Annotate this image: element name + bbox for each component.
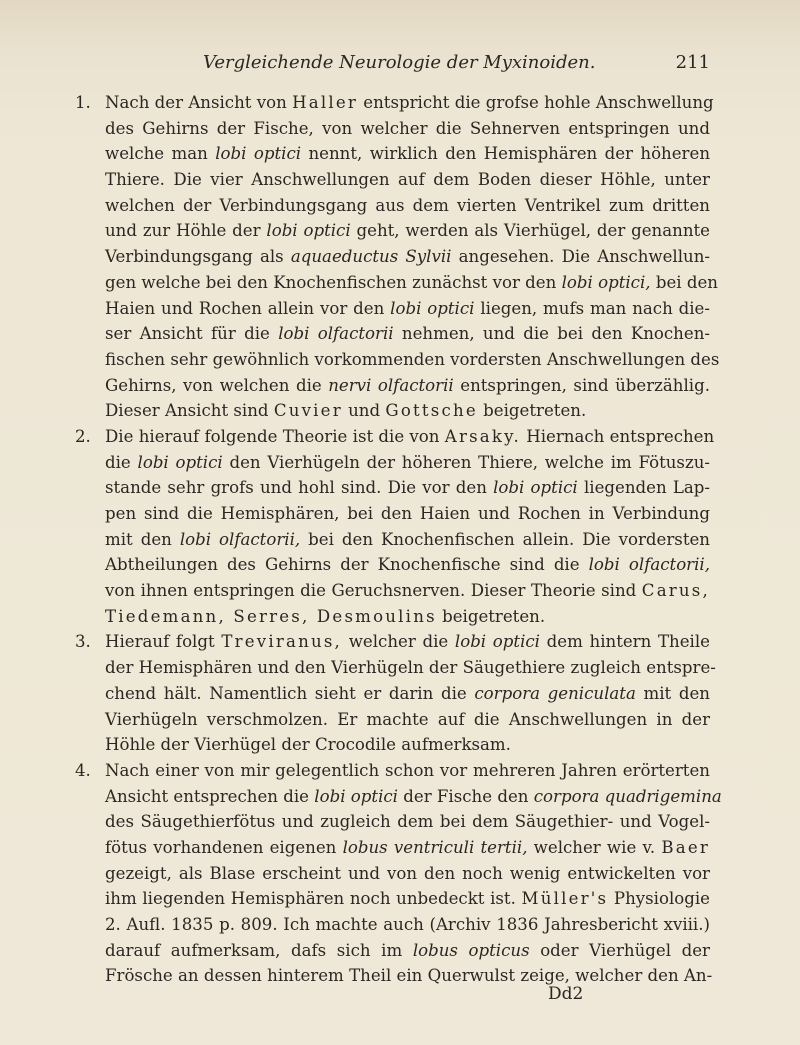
italic-term: lobi olfactorii, bbox=[179, 529, 301, 549]
text-line bbox=[105, 218, 710, 244]
text-line bbox=[105, 475, 710, 501]
text-line bbox=[105, 655, 716, 681]
text-run: Hiernach entsprechen bbox=[521, 426, 715, 446]
text-run: welchen der Verbindungsgang aus dem vierten Ventrikel zum dritten bbox=[105, 195, 710, 215]
text-line bbox=[105, 604, 710, 630]
italic-term: lobi olfactorii bbox=[278, 324, 394, 344]
text-run: pen sind die Hemisphären, bei den Haien und Rochen in Verbindung bbox=[105, 504, 710, 523]
italic-term: lobi optici bbox=[454, 632, 540, 652]
italic-term: lobi optici bbox=[493, 478, 578, 498]
text-run: beigetreten. bbox=[477, 401, 587, 421]
text-line bbox=[105, 629, 710, 655]
text-run: der Hemisphären und den Vierhügeln der Säugethiere zugleich entspre- bbox=[105, 658, 716, 678]
spaced-name: Haller bbox=[292, 93, 358, 112]
text-line bbox=[105, 963, 713, 989]
italic-term: lobi optici bbox=[215, 144, 302, 164]
text-run: den Vierhügeln der höheren Thiere, welche im Fötuszu- bbox=[222, 452, 710, 472]
italic-term: lobus ventriculi tertii, bbox=[342, 837, 528, 857]
text-run: bei den bbox=[650, 272, 718, 292]
text-run: Vierhügeln verschmolzen. Er machte auf die Anschwellungen in der bbox=[105, 709, 710, 729]
text-line bbox=[105, 424, 715, 450]
text-line bbox=[105, 912, 710, 938]
text-line bbox=[105, 347, 720, 373]
text-line bbox=[105, 527, 710, 553]
text-run: 2. Aufl. 1835 p. 809. Ich machte auch (Archiv 1836 Jahresbericht xviii.) bbox=[105, 915, 710, 934]
text-run: von ihnen entspringen die Geruchsnerven. Dieser Theorie sind bbox=[105, 581, 642, 601]
text-run: entspringen, sind überzählig. bbox=[453, 375, 710, 395]
text-line bbox=[105, 938, 710, 964]
italic-term: lobi optici bbox=[314, 786, 398, 806]
text-line bbox=[105, 116, 710, 142]
italic-term: lobi optici bbox=[137, 452, 223, 472]
text-line bbox=[105, 681, 710, 707]
text-run: Die hierauf folgende Theorie ist die von bbox=[105, 426, 445, 446]
text-run: des Gehirns der Fische, von welcher die Sehnerven entspringen und bbox=[105, 118, 710, 138]
text-run: gezeigt, als Blase erscheint und von den noch wenig entwickelten vor bbox=[105, 863, 710, 883]
text-line bbox=[105, 296, 710, 322]
text-run: beigetreten. bbox=[436, 606, 546, 626]
item-number: 4. bbox=[75, 760, 91, 780]
list-item bbox=[75, 758, 722, 989]
text-line bbox=[105, 552, 710, 578]
italic-term: corpora geniculata bbox=[474, 683, 636, 703]
text-run: mit den bbox=[635, 683, 710, 703]
text-run: Gehirns, von welchen die bbox=[105, 375, 329, 395]
running-header bbox=[105, 52, 710, 82]
spaced-name: Müller's bbox=[521, 889, 609, 909]
text-run: Ansicht entsprechen die bbox=[105, 786, 315, 806]
text-run: entspricht die grofse hohle Anschwellung bbox=[358, 93, 714, 112]
list-item bbox=[75, 90, 720, 424]
text-run: chend hält. Namentlich sieht er darin die bbox=[105, 683, 475, 703]
text-run: ser Ansicht für die bbox=[105, 324, 279, 344]
text-line bbox=[105, 398, 710, 424]
signature-mark: Dd2 bbox=[548, 984, 584, 1004]
spaced-name: Treviranus, bbox=[221, 632, 343, 652]
text-run: welche man bbox=[105, 144, 216, 164]
page-number: 211 bbox=[675, 52, 710, 73]
text-line bbox=[105, 321, 710, 347]
text-line bbox=[105, 244, 710, 270]
italic-term: aquaeductus Sylvii bbox=[290, 247, 452, 267]
italic-term: lobi optici bbox=[390, 298, 475, 318]
text-run: angesehen. Die Anschwellun- bbox=[451, 247, 711, 267]
text-line bbox=[105, 90, 714, 116]
text-run: dem hintern Theile bbox=[539, 632, 710, 652]
text-line bbox=[105, 809, 710, 835]
text-line bbox=[105, 732, 710, 758]
text-run: die bbox=[105, 452, 138, 472]
italic-term: lobi optici, bbox=[561, 272, 651, 292]
text-run: ihm liegenden Hemisphären noch unbedeckt ist. bbox=[105, 889, 522, 909]
text-line bbox=[105, 373, 710, 399]
text-run: darauf aufmerksam, dafs sich im bbox=[105, 940, 413, 960]
text-line bbox=[105, 450, 710, 476]
text-run: des Säugethierfötus und zugleich dem bei dem Säugethier- und Vogel- bbox=[105, 812, 710, 832]
text-run: Physiologie bbox=[608, 889, 710, 909]
text-run: stande sehr grofs und hohl sind. Die vor den bbox=[105, 478, 494, 498]
text-run: fischen sehr gewöhnlich vorkommenden vordersten Anschwellungen des bbox=[105, 349, 720, 369]
text-run: Verbindungsgang als bbox=[105, 247, 291, 267]
text-run: und zur Höhle der bbox=[105, 221, 267, 241]
text-run: Höhle der Vierhügel der Crocodile aufmerksam. bbox=[105, 735, 511, 755]
text-line bbox=[105, 193, 710, 219]
text-run: bei den Knochenfischen allein. Die vordersten bbox=[300, 529, 710, 549]
text-line bbox=[105, 707, 710, 733]
text-line bbox=[105, 578, 710, 604]
text-run: oder Vierhügel der bbox=[529, 940, 710, 960]
running-title: Vergleichende Neurologie der Myxinoiden. bbox=[203, 52, 596, 73]
text-line bbox=[105, 501, 710, 527]
text-line bbox=[105, 886, 710, 912]
text-run: Hierauf folgt bbox=[105, 632, 222, 652]
text-run: Nach einer von mir gelegentlich schon vor mehreren Jahren erörterten bbox=[105, 760, 710, 780]
spaced-name: Cuvier bbox=[273, 401, 343, 421]
text-run: welcher die bbox=[342, 632, 455, 652]
text-run: Haien und Rochen allein vor den bbox=[105, 298, 391, 318]
item-number: 1. bbox=[75, 93, 91, 112]
italic-term: lobi olfactorii, bbox=[588, 555, 711, 575]
text-line bbox=[105, 784, 722, 810]
spaced-name: Carus, bbox=[641, 581, 710, 601]
list-item bbox=[75, 629, 716, 757]
text-run: Abtheilungen des Gehirns der Knochenfische sind die bbox=[105, 555, 589, 575]
body-text bbox=[75, 90, 722, 989]
text-line bbox=[105, 835, 710, 861]
item-number: 3. bbox=[75, 632, 91, 652]
text-line bbox=[105, 167, 710, 193]
text-run: Nach der Ansicht von bbox=[105, 93, 293, 112]
italic-term: nervi olfactorii bbox=[328, 375, 454, 395]
text-run: Dieser Ansicht sind bbox=[105, 401, 274, 421]
text-run: welcher wie v. bbox=[527, 837, 662, 857]
text-run: mit den bbox=[105, 529, 180, 549]
item-number: 2. bbox=[75, 426, 91, 446]
text-run: fötus vorhandenen eigenen bbox=[105, 837, 343, 857]
text-run: geht, werden als Vierhügel, der genannte bbox=[350, 221, 710, 241]
spaced-name: Gottsche bbox=[385, 401, 478, 421]
text-line bbox=[105, 270, 718, 296]
list-item bbox=[75, 424, 715, 630]
text-run: liegenden Lap- bbox=[577, 478, 710, 498]
text-line bbox=[105, 861, 710, 887]
spaced-name: Tiedemann, Serres, Desmoulins bbox=[105, 606, 437, 626]
text-line bbox=[105, 758, 710, 784]
text-run: nehmen, und die bei den Knochen- bbox=[393, 324, 710, 344]
text-run: Thiere. Die vier Anschwellungen auf dem Boden dieser Höhle, unter bbox=[105, 170, 710, 190]
italic-term: corpora quadrigemina bbox=[533, 786, 722, 806]
italic-term: lobus opticus bbox=[412, 940, 530, 960]
text-run: nennt, wirklich den Hemisphären der höheren bbox=[301, 144, 711, 164]
text-run: gen welche bei den Knochenfischen zunächst vor den bbox=[105, 272, 562, 292]
spaced-name: Arsaky. bbox=[444, 426, 521, 446]
spaced-name: Baer bbox=[661, 837, 710, 857]
text-run: liegen, mufs man nach die- bbox=[474, 298, 710, 318]
text-run: und bbox=[342, 401, 386, 421]
italic-term: lobi optici bbox=[266, 221, 351, 241]
text-line bbox=[105, 141, 710, 167]
text-run: Frösche an dessen hinterem Theil ein Querwulst zeige, welcher den An- bbox=[105, 966, 713, 986]
text-run: der Fische den bbox=[397, 786, 534, 806]
